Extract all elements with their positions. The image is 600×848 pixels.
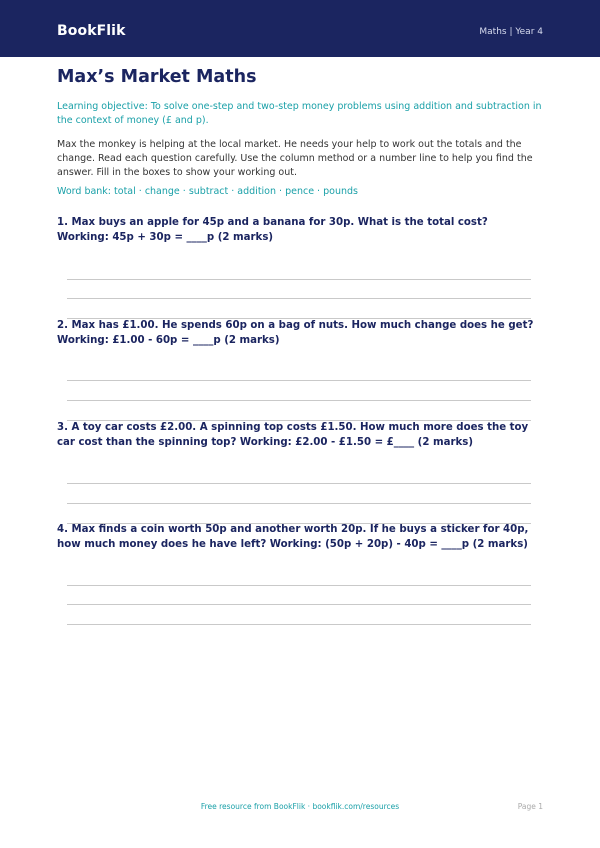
answer-line[interactable] — [67, 503, 531, 504]
answer-line[interactable] — [67, 279, 531, 280]
answer-line[interactable] — [67, 604, 531, 605]
answer-line[interactable] — [67, 298, 531, 299]
subject-year-label: Maths | Year 4 — [479, 27, 543, 37]
question-2: 2. Max has £1.00. He spends 60p on a bag of nuts. How much change does he get? Working: £1.00 - 60p = ____p (2 marks) — [57, 320, 534, 346]
learning-objective: Learning objective: To solve one-step and two-step money problems using addition and subtraction in the context of money (£ and p). — [57, 101, 542, 126]
worksheet-title: Max’s Market Maths — [57, 67, 257, 87]
question-3: 3. A toy car costs £2.00. A spinning top costs £1.50. How much more does the toy car cost than the spinning top? Working: £2.00 - £1.50 = £____ (2 marks) — [57, 422, 529, 448]
answer-line[interactable] — [67, 380, 531, 381]
answer-line[interactable] — [67, 483, 531, 484]
word-bank: Word bank: total · change · subtract · addition · pence · pounds — [57, 186, 358, 197]
intro-text: Max the monkey is helping at the local market. He needs your help to work out the totals and the change. Read each question carefully. Use the column method or a number line to help you find the answer. Fill in the boxes to show your working out. — [57, 139, 533, 178]
answer-line[interactable] — [67, 624, 531, 625]
answer-line[interactable] — [67, 585, 531, 586]
page-header — [0, 0, 600, 57]
page-number: Page 1 — [517, 802, 543, 811]
question-1: 1. Max buys an apple for 45p and a banana for 30p. What is the total cost? Working: 45p + 30p = ____p (2 marks) — [57, 217, 488, 243]
answer-line[interactable] — [67, 400, 531, 401]
question-4: 4. Max finds a coin worth 50p and another worth 20p. If he buys a sticker for 40p, how much money does he have left? Working: (50p + 20p) - 40p = ____p (2 marks) — [57, 524, 529, 550]
footer-resource-link[interactable]: Free resource from BookFlik · bookflik.com/resources — [200, 802, 400, 811]
brand-logo[interactable]: BookFlik — [57, 23, 126, 39]
